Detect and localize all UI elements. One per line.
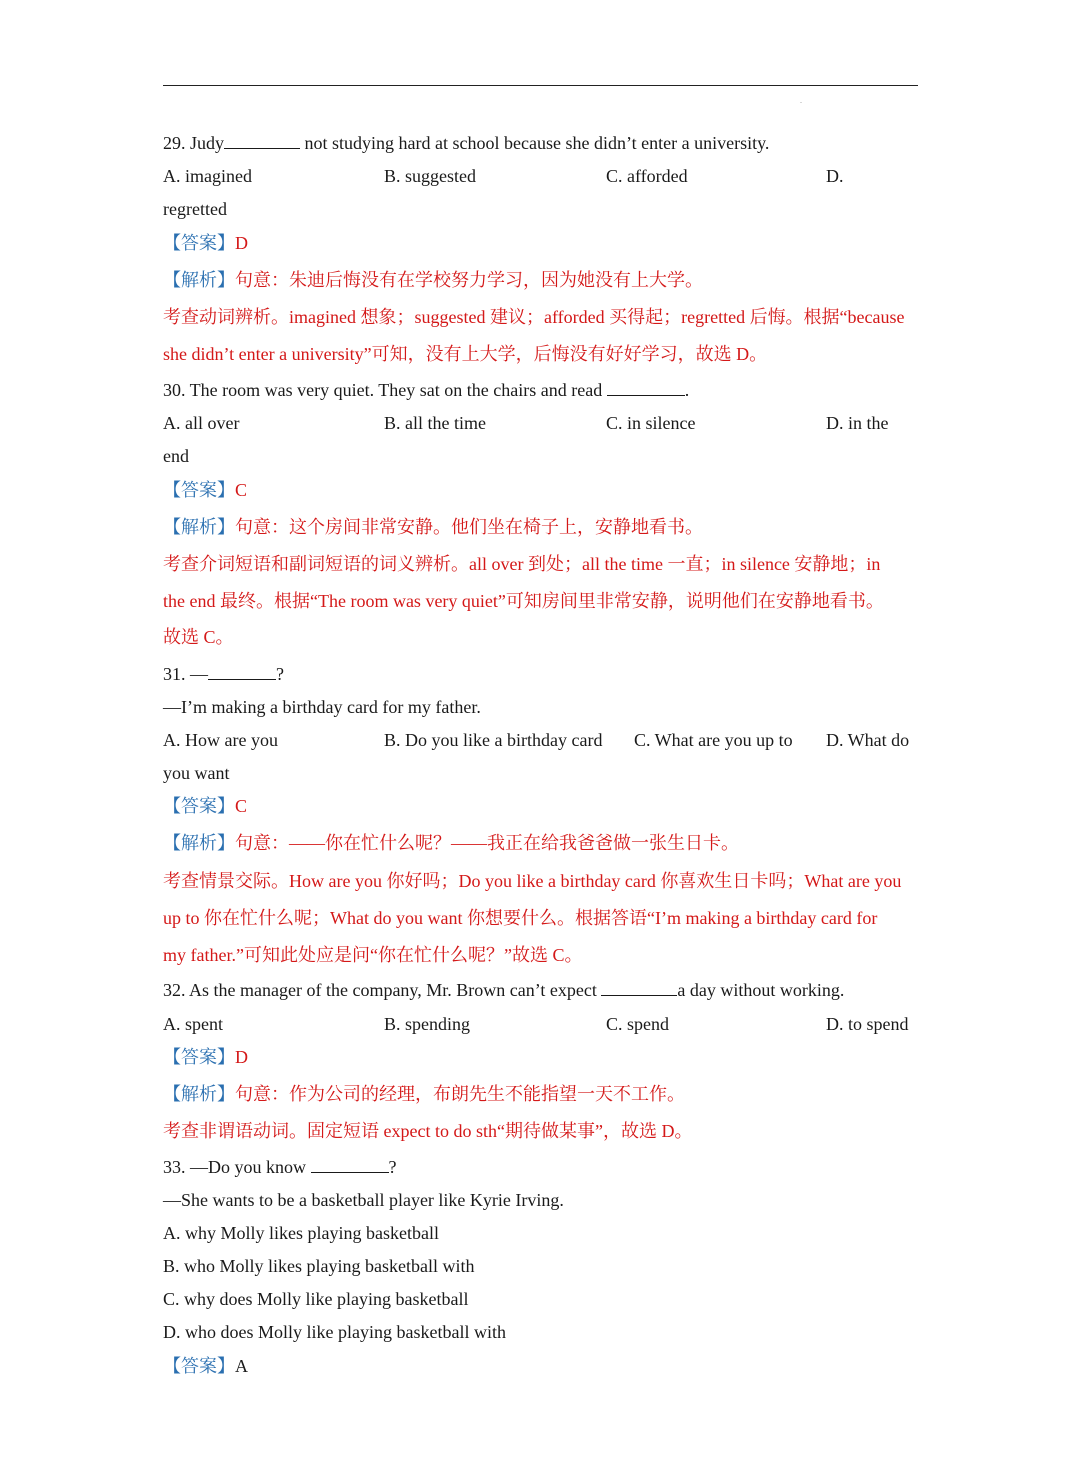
- answer-blank: [601, 979, 677, 996]
- answer-29: [163, 231, 923, 255]
- analysis-32-translation: 【解析】句意：作为公司的经理，布朗先生不能指望一天不工作。: [163, 1084, 685, 1104]
- analysis-label: 【解析】: [163, 833, 235, 853]
- option-a: A. How are you: [163, 730, 278, 750]
- answer-label: 【答案】: [163, 233, 235, 253]
- option-c: C. spend: [606, 1014, 669, 1034]
- answer-label: 【答案】: [163, 1356, 235, 1376]
- answer-value: C: [235, 480, 248, 500]
- answer-value: C: [235, 796, 248, 816]
- answer-31: [163, 794, 923, 818]
- analysis-label: 【解析】: [163, 517, 235, 537]
- option-b: B. who Molly likes playing basketball with: [163, 1256, 475, 1276]
- answer-label: 【答案】: [163, 796, 235, 816]
- option-d: D.: [826, 166, 844, 186]
- option-a: A. all over: [163, 413, 240, 433]
- option-a: A. imagined: [163, 166, 252, 186]
- option-d-continued: regretted: [163, 199, 227, 219]
- option-d-continued: end: [163, 446, 189, 466]
- analysis-30-line-1: 考查介词短语和副词短语的词义辨析。all over 到处；all the time 一直；in silence 安静地；in: [163, 554, 881, 574]
- header-rule: [163, 85, 918, 86]
- header-dot: .: [800, 96, 802, 105]
- analysis-30-translation: 【解析】句意：这个房间非常安静。他们坐在椅子上，安静地看书。: [163, 517, 703, 537]
- option-c: C. What are you up to: [634, 730, 793, 750]
- analysis-31-line-3: my father.”可知此处应是问“你在忙什么呢？”故选 C。: [163, 945, 583, 965]
- answer-value: D: [235, 1047, 248, 1067]
- analysis-30-line-3: 故选 C。: [163, 627, 234, 647]
- answer-label: 【答案】: [163, 1047, 235, 1067]
- answer-label: 【答案】: [163, 480, 235, 500]
- option-c: C. why does Molly like playing basketball: [163, 1289, 469, 1309]
- analysis-29-line-2: she didn’t enter a university”可知，没有上大学，后悔没有好好学习，故选 D。: [163, 344, 768, 364]
- analysis-30-line-2: the end 最终。根据“The room was very quiet”可知房间里非常安静，说明他们在安静地看书。: [163, 591, 884, 611]
- answer-blank: [208, 663, 276, 680]
- answer-value: D: [235, 233, 248, 253]
- option-c: C. in silence: [606, 413, 696, 433]
- answer-33: [163, 1354, 923, 1378]
- answer-32: [163, 1045, 923, 1069]
- answer-value: A: [235, 1356, 248, 1376]
- question-30-stem: 30. The room was very quiet. They sat on the chairs and read .: [163, 380, 690, 400]
- analysis-29-translation: 【解析】句意：朱迪后悔没有在学校努力学习，因为她没有上大学。: [163, 270, 703, 290]
- question-31-reply: —I’m making a birthday card for my father.: [163, 697, 481, 717]
- answer-blank: [311, 1156, 389, 1173]
- question-33-reply: —She wants to be a basketball player like Kyrie Irving.: [163, 1190, 564, 1210]
- analysis-31-line-1: 考查情景交际。How are you 你好吗；Do you like a birthday card 你喜欢生日卡吗；What are you: [163, 871, 902, 891]
- analysis-label: 【解析】: [163, 1084, 235, 1104]
- option-b: B. Do you like a birthday card: [384, 730, 603, 750]
- answer-blank: [607, 379, 685, 396]
- analysis-label: 【解析】: [163, 270, 235, 290]
- option-d: D. who does Molly like playing basketball with: [163, 1322, 506, 1342]
- answer-30: [163, 478, 923, 502]
- analysis-31-translation: 【解析】句意：——你在忙什么呢？——我正在给我爸爸做一张生日卡。: [163, 833, 739, 853]
- option-d: D. in the: [826, 413, 889, 433]
- question-29-stem: 29. Judy not studying hard at school because she didn’t enter a university.: [163, 133, 770, 153]
- analysis-32-line-1: 考查非谓语动词。固定短语 expect to do sth“期待做某事”，故选 D。: [163, 1121, 693, 1141]
- option-b: B. spending: [384, 1014, 471, 1034]
- option-d-continued: you want: [163, 763, 230, 783]
- answer-blank: [224, 132, 300, 149]
- question-32-stem: 32. As the manager of the company, Mr. Brown can’t expect a day without working.: [163, 980, 845, 1000]
- question-31-stem: 31. — ?: [163, 664, 284, 684]
- option-d: D. to spend: [826, 1014, 909, 1034]
- option-a: A. spent: [163, 1014, 223, 1034]
- option-d: D. What do: [826, 730, 910, 750]
- question-33-stem: 33. —Do you know ?: [163, 1157, 397, 1177]
- analysis-31-line-2: up to 你在忙什么呢；What do you want 你想要什么。根据答语“I’m making a birthday card for: [163, 908, 878, 928]
- option-a: A. why Molly likes playing basketball: [163, 1223, 439, 1243]
- option-c: C. afforded: [606, 166, 688, 186]
- analysis-29-line-1: 考查动词辨析。imagined 想象；suggested 建议；afforded 买得起；regretted 后悔。根据“because: [163, 307, 905, 327]
- option-b: B. suggested: [384, 166, 476, 186]
- option-b: B. all the time: [384, 413, 486, 433]
